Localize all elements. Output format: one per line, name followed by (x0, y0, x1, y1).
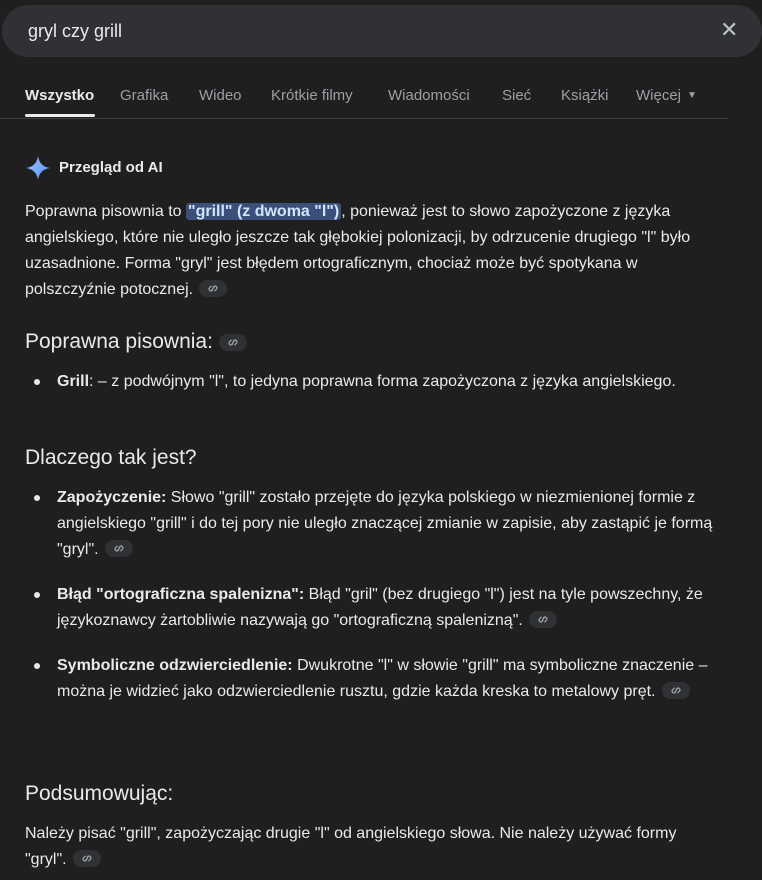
heading-text: Poprawna pisownia: (25, 330, 213, 353)
summary-text: Należy pisać "grill", zapożyczając drugie "l" od angielskiego słowa. Nie należy używać formy "gryl". (25, 825, 677, 868)
list-item-text: Błąd "gril" (bez drugiego "l") jest na tyle powszechny, że językoznawcy żartobliwie nazywają go "ortograficzną spalenizną". (57, 586, 703, 629)
tab-short-videos[interactable]: Krótkie filmy (271, 87, 353, 104)
section-heading-why: Dlaczego tak jest? (25, 446, 197, 469)
tab-video[interactable]: Wideo (199, 87, 242, 104)
chevron-down-icon: ▼ (687, 90, 697, 101)
ai-overview-title: Przegląd od AI (59, 159, 163, 176)
list-item-text: Dwukrotne "l" w słowie "grill" ma symboliczne znaczenie – można je widzieć jako odzwierciedlenie rusztu, gdzie każda kreska to metalowy pręt. (57, 657, 708, 700)
list-item-text: : – z podwójnym "l", to jedyna poprawna forma zapożyczona z języka angielskiego. (89, 373, 676, 390)
tab-books[interactable]: Książki (561, 87, 609, 104)
list-item (25, 369, 720, 395)
link-icon[interactable] (219, 334, 247, 351)
active-tab-indicator (25, 114, 95, 117)
correct-spelling-list (25, 369, 720, 395)
list-item-text: Słowo "grill" zostało przejęte do języka polskiego w niezmienionej formie z angielskiego "grill" i do tej pory nie uległo znaczącej zmianie w zapisie, aby zastąpić je formą "gryl". (57, 489, 713, 558)
list-item (25, 485, 720, 563)
list-item-term: Grill (57, 373, 90, 390)
reasons-list (25, 485, 720, 705)
summary-paragraph (25, 821, 715, 873)
list-item-term: Symboliczne odzwierciedlenie: (57, 657, 293, 674)
list-item-term: Zapożyczenie: (57, 489, 167, 506)
link-icon[interactable] (105, 540, 133, 557)
link-icon[interactable] (199, 280, 227, 297)
tab-web[interactable]: Sieć (502, 87, 532, 104)
tab-bar (0, 76, 728, 119)
list-item (25, 582, 720, 634)
link-icon[interactable] (73, 850, 101, 867)
search-input[interactable]: gryl czy grill (28, 21, 123, 41)
intro-text-start: Poprawna pisownia to (25, 203, 186, 220)
intro-text-end: , ponieważ jest to słowo zapożyczone z języka angielskiego, które nie uległo jeszcze tak głębokiej polonizacji, by odrzucenie drugiego "l" było uzasadnione. Forma "gryl" jest błędem ortograficznym, chociaż może być spotykana w polszczyźnie potocznej. (25, 203, 691, 298)
tab-more-label: Więcej (636, 87, 682, 104)
list-item (25, 653, 720, 705)
link-icon[interactable] (662, 682, 690, 699)
tab-all[interactable]: Wszystko (25, 87, 95, 104)
close-icon[interactable]: ✕ (720, 17, 739, 42)
section-heading-correct-spelling (25, 330, 247, 354)
tab-images[interactable]: Grafika (120, 87, 169, 104)
tab-more[interactable] (636, 87, 697, 104)
tab-news[interactable]: Wiadomości (388, 87, 470, 104)
gemini-sparkle-icon (25, 155, 51, 186)
link-icon[interactable] (529, 611, 557, 628)
ai-intro-paragraph (25, 199, 715, 303)
list-item-term: Błąd "ortograficzna spalenizna": (57, 586, 305, 603)
search-bar[interactable] (2, 5, 762, 57)
highlighted-answer: "grill" (z dwoma "l") (187, 203, 340, 220)
section-heading-summary: Podsumowując: (25, 782, 174, 805)
